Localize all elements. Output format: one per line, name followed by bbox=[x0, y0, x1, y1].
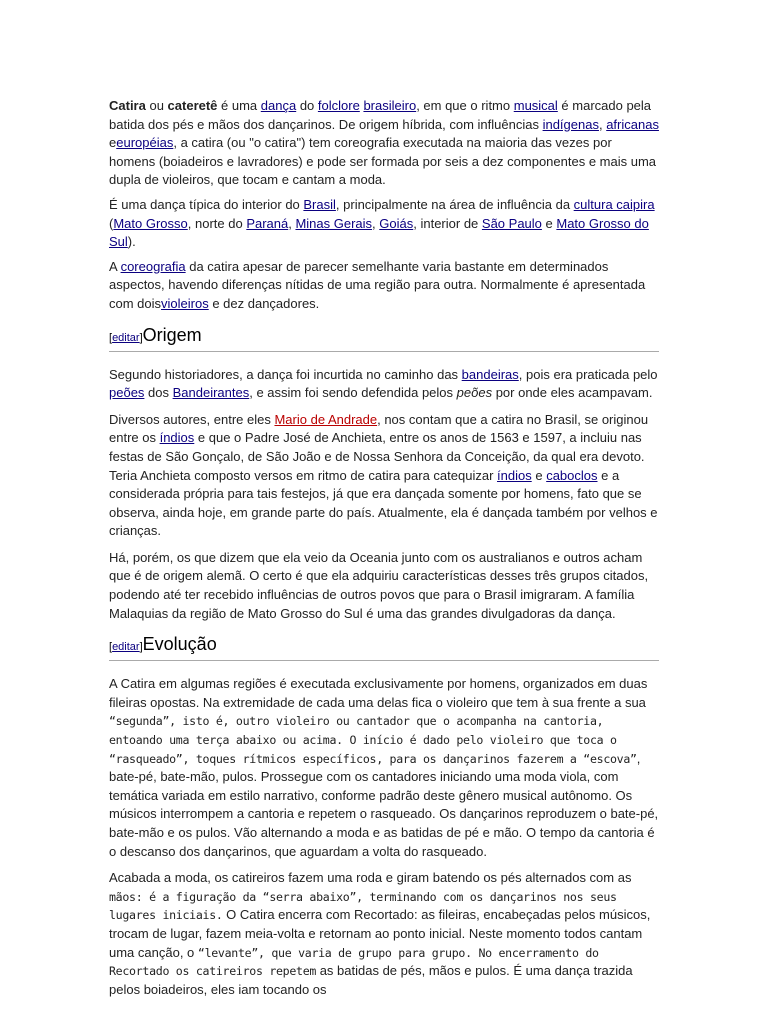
link-indios-2[interactable]: índios bbox=[497, 467, 532, 483]
origem-paragraph-2: Diversos autores, entre eles Mario de Andrade, nos contam que a catira no Brasil, se originou entre os índios e que o Padre José de Anchieta, entre os anos de 1563 e 1597, a incluiu nas festas de São Gonçalo, de São João e de Nossa Senhora da Conceição, da qual era devoto. Teria Anchieta composto versos em ritmo de catira para catequizar índios e caboclos e a considerada própria para tais festejos, já que era dançada somente por homens, fato que se observa, ainda hoje, em grande parte do país. Atualmente, ela é dançada também por velhos e crianças. bbox=[109, 411, 658, 539]
section-title-evolucao: Evolução bbox=[142, 634, 217, 655]
intro-paragraph-2: É uma dança típica do interior do Brasil, principalmente na área de influência da cultura caipira (Mato Grosso, norte do Paraná, Minas Gerais, Goiás, interior de São Paulo e Mato Grosso do Sul). bbox=[109, 196, 655, 250]
link-minas-gerais[interactable]: Minas Gerais bbox=[295, 215, 373, 231]
link-folclore[interactable]: folclore bbox=[317, 98, 360, 113]
link-cultura-caipira[interactable]: cultura caipira bbox=[573, 196, 655, 212]
link-parana[interactable]: Paraná bbox=[246, 215, 289, 231]
edit-button-evolucao[interactable]: editar bbox=[112, 641, 140, 654]
origem-paragraph-1: Segundo historiadores, a dança foi incurtida no caminho das bandeiras, pois era praticada pelo peões dos Bandeirantes, e assim foi sendo defendida pelos peões por onde eles acampavam. bbox=[109, 366, 658, 401]
link-musical[interactable]: musical bbox=[513, 98, 558, 113]
link-danca[interactable]: dança bbox=[260, 98, 297, 113]
link-bandeiras[interactable]: bandeiras bbox=[461, 366, 519, 382]
edit-link-origem: [editar] bbox=[109, 331, 143, 344]
link-europeias[interactable]: européias bbox=[116, 135, 174, 151]
section-heading-evolucao bbox=[109, 633, 659, 661]
link-coreografia[interactable]: coreografia bbox=[120, 258, 186, 274]
origem-paragraph-3: Há, porém, os que dizem que ela veio da Oceania junto com os australianos e outros acham que é de origem alemã. O certo é que ela adquiriu características desses três grupos citados, podendo até ter recebido influências de outros povos que para o Brasil imigraram. A família Malaquias da região de Mato Grosso do Sul é uma das grandes divulgadoras da dança. bbox=[109, 549, 649, 621]
section-heading-origem bbox=[109, 324, 659, 352]
section-title-origem: Origem bbox=[142, 324, 202, 345]
term-catira: Catira bbox=[109, 98, 146, 113]
term-caterete: cateretê bbox=[167, 98, 218, 113]
intro-paragraph-1: Catira ou cateretê é uma dança do folclore brasileiro, em que o ritmo musical é marcado pela batida dos pés e mãos dos dançarinos. De origem híbrida, com influências indígenas, africanas eeuropéias, a catira (ou "o catira") tem coreografia executada na maioria das vezes por homens (boiadeiros e lavradores) e pode ser formada por seis a dez componentes e mais uma dupla de violeiros, que tocam e cantam a moda. bbox=[109, 98, 659, 188]
link-bandeirantes[interactable]: Bandeirantes bbox=[172, 385, 250, 401]
link-indios[interactable]: índios bbox=[159, 430, 195, 446]
link-brasileiro[interactable]: brasileiro bbox=[363, 98, 417, 113]
link-goias[interactable]: Goiás bbox=[379, 215, 414, 231]
link-mato-grosso[interactable]: Mato Grosso bbox=[113, 215, 188, 231]
article-body bbox=[109, 97, 659, 1007]
link-caboclos[interactable]: caboclos bbox=[546, 467, 598, 483]
evolucao-paragraph-2: Acabada a moda, os catireiros fazem uma roda e giram batendo os pés alternados com as mãos: é a figuração da “serra abaixo”, terminando com os dançarinos nos seus lugares iniciais. O Catira encerra com Recortado: as fileiras, encabeçadas pelos músicos, trocam de lugar, fazem meia-volta e retornam ao ponto inicial. Neste momento todos cantam uma canção, o “levante”, que varia de grupo para grupo. No encerramento do Recortado os catireiros repetem as batidas de pés, mãos e pulos. É uma dança trazida pelos boiadeiros, eles iam tocando os bbox=[109, 870, 651, 997]
link-mato-grosso-do-sul[interactable]: Mato Grosso do Sul bbox=[109, 215, 649, 250]
link-mario-de-andrade[interactable]: Mario de Andrade bbox=[274, 411, 378, 427]
link-peoes[interactable]: peões bbox=[109, 385, 145, 401]
link-violeiros[interactable]: violeiros bbox=[161, 295, 209, 311]
intro-paragraph-3: A coreografia da catira apesar de parecer semelhante varia bastante em determinados aspectos, havendo diferenças nítidas de uma região para outra. Normalmente é apresentada com doisvioleiros e dez dançadores. bbox=[109, 258, 646, 311]
link-indigenas[interactable]: indígenas bbox=[542, 116, 599, 132]
edit-link-evolucao: [editar] bbox=[109, 641, 143, 654]
edit-button-origem[interactable]: editar bbox=[112, 331, 140, 344]
evolucao-paragraph-1: A Catira em algumas regiões é executada exclusivamente por homens, organizados em duas fileiras opostas. Na extremidade de cada uma delas fica o violeiro que tem à sua frente a sua “segunda”, isto é, outro violeiro ou cantador que o acompanha na cantoria, entoando uma terça abaixo ou acima. O início é dado pelo violeiro que toca o “rasqueado”, toques rítmicos específicos, para os dançarinos fazerem a “escova”, bate-pé, bate-mão, pulos. Prossegue com os cantadores iniciando uma moda viola, com temática variada em estilo narrativo, conforme padrão deste gênero musical autônomo. Os músicos interrompem a cantoria e repetem o rasqueado. Os dançarinos reproduzem o bate-pé, bate-mão e os pulos. Vão alternando a moda e as batidas de pé e mão. O tempo da cantoria é o descanso dos dançarinos, que aguardam a volta do rasqueado. bbox=[109, 676, 659, 859]
link-brasil[interactable]: Brasil bbox=[303, 196, 336, 212]
link-africanas[interactable]: africanas bbox=[606, 116, 659, 132]
link-sao-paulo[interactable]: São Paulo bbox=[481, 215, 542, 231]
